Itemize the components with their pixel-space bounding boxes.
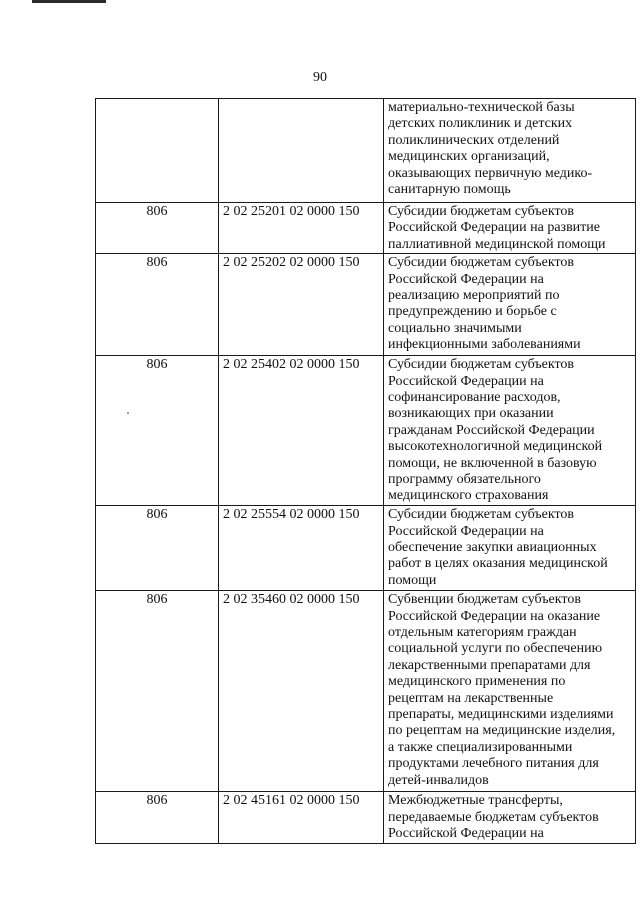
table-row [96, 99, 636, 203]
revenue-name-line: Российской Федерации на [388, 826, 544, 842]
budget-codes-table [95, 98, 636, 844]
revenue-name-line: лекарственными препаратами для [388, 657, 591, 673]
revenue-name-line: Субсидии бюджетам субъектов [388, 204, 575, 219]
revenue-name-line: рецептам на лекарственные [388, 690, 554, 706]
table-row [96, 506, 636, 591]
revenue-name-line: препараты, медицинскими изделиями [388, 707, 614, 723]
revenue-name-line: программу обязательного [388, 472, 541, 488]
table-row [96, 254, 636, 356]
admin-code-cell: 806 [96, 506, 219, 591]
budget-classification-code-cell: 2 02 25554 02 0000 150 [219, 506, 384, 591]
revenue-name-line: обеспечение закупки авиационных [388, 540, 597, 556]
revenue-name-line: Российской Федерации на [388, 373, 544, 389]
top-edge-mark [32, 0, 106, 3]
revenue-name-line: софинансирование расходов, [388, 390, 561, 406]
table-row [96, 203, 636, 254]
revenue-name-line: Российской Федерации на оказание [388, 608, 601, 624]
revenue-name-cell [384, 792, 636, 844]
revenue-name-cell [384, 99, 636, 203]
revenue-name-line: материально-технической базы [388, 100, 575, 115]
revenue-name-line: предупреждению и борьбе с [388, 304, 557, 320]
revenue-name-line: оказывающих первичную медико- [388, 165, 593, 181]
budget-classification-code-cell: 2 02 35460 02 0000 150 [219, 591, 384, 792]
admin-code-cell: 806 [96, 591, 219, 792]
admin-code-cell: 806 [96, 356, 219, 506]
table-row [96, 792, 636, 844]
revenue-name-line: Субсидии бюджетам субъектов [388, 507, 575, 523]
revenue-name-cell [384, 203, 636, 254]
admin-code-cell: 806 [96, 792, 219, 844]
budget-classification-code-cell: 2 02 25202 02 0000 150 [219, 254, 384, 356]
revenue-name-line: медицинских организаций, [388, 149, 550, 165]
revenue-name-line: инфекционными заболеваниями [388, 337, 581, 353]
revenue-name-line: санитарную помощь [388, 182, 511, 198]
revenue-name-line: Российской Федерации на развитие [388, 220, 600, 236]
revenue-name-line: социальной услуги по обеспечению [388, 641, 603, 657]
revenue-name-line: Субсидии бюджетам субъектов [388, 357, 575, 373]
revenue-name-line: Российской Федерации на [388, 523, 544, 539]
revenue-name-line: высокотехнологичной медицинской [388, 439, 603, 455]
revenue-name-line: Российской Федерации на [388, 271, 544, 287]
revenue-name-line: передаваемые бюджетам субъектов [388, 809, 599, 825]
revenue-name-cell [384, 591, 636, 792]
budget-classification-code-cell: 2 02 25201 02 0000 150 [219, 203, 384, 254]
revenue-name-line: работ в целях оказания медицинской [388, 556, 608, 572]
table-row [96, 591, 636, 792]
revenue-name-line: детских поликлиник и детских [388, 116, 573, 132]
table-body [96, 99, 636, 844]
revenue-name-line: помощи [388, 572, 437, 588]
revenue-name-line: паллиативной медицинской помощи [388, 236, 606, 252]
revenue-name-cell [384, 506, 636, 591]
revenue-name-line: Субсидии бюджетам субъектов [388, 255, 575, 271]
revenue-name-line: возникающих при оказании [388, 406, 554, 422]
revenue-name-line: гражданам Российской Федерации [388, 422, 595, 438]
revenue-name-line: помощи, не включенной в базовую [388, 455, 597, 471]
revenue-name-line: реализацию мероприятий по [388, 288, 560, 304]
revenue-name-line: Межбюджетные трансферты, [388, 793, 563, 809]
revenue-name-line: поликлинических отделений [388, 132, 560, 148]
revenue-name-line: а также специализированными [388, 739, 573, 755]
budget-classification-code-cell [219, 99, 384, 203]
admin-code-cell [96, 99, 219, 203]
page-number: 90 [313, 70, 327, 85]
revenue-name-line: по рецептам на медицинские изделия, [388, 723, 616, 739]
table-row [96, 356, 636, 506]
revenue-name-line: отдельным категориям граждан [388, 625, 577, 641]
revenue-name-line: продуктами лечебного питания для [388, 756, 599, 772]
admin-code-cell: 806 [96, 203, 219, 254]
budget-classification-code-cell: 2 02 25402 02 0000 150 [219, 356, 384, 506]
revenue-name-cell [384, 356, 636, 506]
revenue-name-line: медицинского применения по [388, 674, 566, 690]
budget-classification-code-cell: 2 02 45161 02 0000 150 [219, 792, 384, 844]
revenue-name-line: медицинского страхования [388, 488, 549, 504]
revenue-name-cell [384, 254, 636, 356]
revenue-name-line: социально значимыми [388, 320, 522, 336]
revenue-name-line: Субвенции бюджетам субъектов [388, 592, 581, 608]
admin-code-cell: 806 [96, 254, 219, 356]
revenue-name-line: детей-инвалидов [388, 772, 489, 788]
